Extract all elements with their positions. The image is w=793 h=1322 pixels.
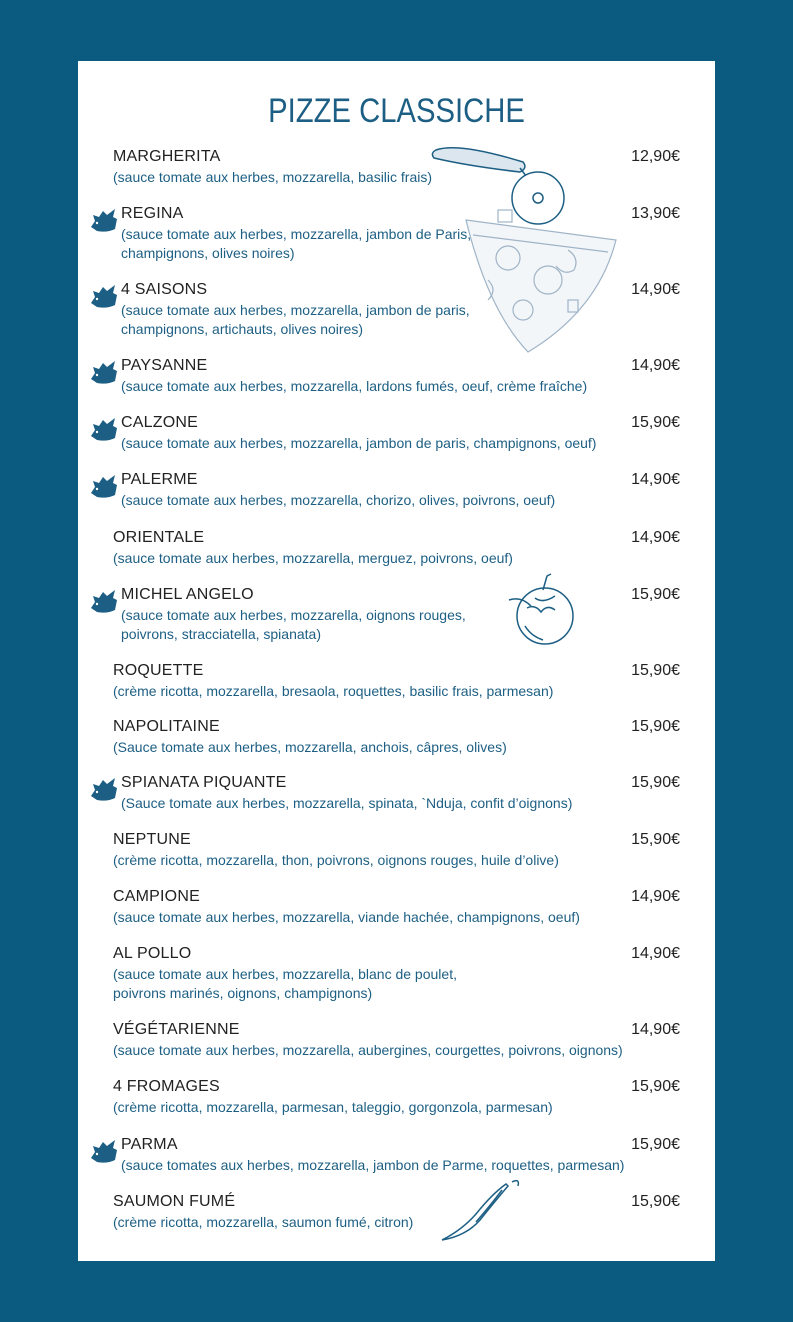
item-price: 15,90€: [631, 586, 680, 603]
item-price: 15,90€: [631, 414, 680, 431]
description-line: (sauce tomate aux herbes, mozzarella, jambon de paris,: [121, 302, 470, 318]
item-description: [121, 491, 555, 510]
item-name: PAYSANNE: [121, 357, 208, 374]
description-line: champignons, olives noires): [121, 245, 295, 261]
item-price: 15,90€: [631, 774, 680, 791]
boar-head-icon: [89, 359, 119, 385]
description-line: (sauce tomate aux herbes, mozzarella, chorizo, olives, poivrons, oeuf): [121, 492, 556, 508]
description-line: (sauce tomate aux herbes, mozzarella, basilic frais): [113, 169, 433, 185]
boar-head-icon: [89, 473, 119, 499]
description-line: (Sauce tomate aux herbes, mozzarella, spinata, `Nduja, confit d’oignons): [121, 795, 573, 811]
item-description: [113, 1041, 623, 1060]
item-name: ROQUETTE: [113, 662, 204, 679]
item-description: [121, 434, 596, 453]
item-price: 14,90€: [631, 945, 680, 962]
boar-head-icon: [89, 207, 119, 233]
item-name: CALZONE: [121, 414, 198, 431]
chili-pepper-illustration: [436, 1176, 522, 1246]
item-name: NEPTUNE: [113, 831, 191, 848]
description-line: (sauce tomate aux herbes, mozzarella, jambon de paris, champignons, oeuf): [121, 435, 597, 451]
item-name: SAUMON FUMÉ: [113, 1193, 236, 1210]
item-name: MICHEL ANGELO: [121, 586, 254, 603]
description-line: (Sauce tomate aux herbes, mozzarella, anchois, câpres, olives): [113, 739, 507, 755]
item-description: [113, 1213, 413, 1232]
tomato-illustration: [505, 570, 577, 648]
item-name: 4 SAISONS: [121, 281, 208, 298]
item-description: [113, 682, 553, 701]
item-price: 15,90€: [631, 831, 680, 848]
item-price: 12,90€: [631, 148, 680, 165]
item-price: 14,90€: [631, 281, 680, 298]
item-price: 14,90€: [631, 357, 680, 374]
description-line: (crème ricotta, mozzarella, parmesan, taleggio, gorgonzola, parmesan): [113, 1099, 553, 1115]
description-line: (sauce tomate aux herbes, mozzarella, aubergines, courgettes, poivrons, oignons): [113, 1042, 623, 1058]
description-line: (sauce tomate aux herbes, mozzarella, viande hachée, champignons, oeuf): [113, 909, 580, 925]
description-line: (sauce tomates aux herbes, mozzarella, jambon de Parme, roquettes, parmesan): [121, 1157, 625, 1173]
item-description: [121, 1156, 624, 1175]
item-name: VÉGÉTARIENNE: [113, 1021, 240, 1038]
item-description: [121, 377, 587, 396]
description-line: poivrons, stracciatella, spianata): [121, 626, 321, 642]
item-description: [121, 225, 471, 263]
item-name: SPIANATA PIQUANTE: [121, 774, 287, 791]
item-description: [113, 549, 513, 568]
item-price: 15,90€: [631, 662, 680, 679]
item-name: MARGHERITA: [113, 148, 221, 165]
item-price: 14,90€: [631, 529, 680, 546]
item-description: [113, 1098, 553, 1117]
item-name: PARMA: [121, 1136, 178, 1153]
item-price: 14,90€: [631, 1021, 680, 1038]
boar-head-icon: [89, 283, 119, 309]
boar-head-icon: [89, 776, 119, 802]
description-line: (crème ricotta, mozzarella, bresaola, roquettes, basilic frais, parmesan): [113, 683, 554, 699]
description-line: (sauce tomate aux herbes, mozzarella, merguez, poivrons, oeuf): [113, 550, 513, 566]
description-line: (sauce tomate aux herbes, mozzarella, blanc de poulet,: [113, 966, 457, 982]
description-line: (sauce tomate aux herbes, mozzarella, lardons fumés, oeuf, crème fraîche): [121, 378, 588, 394]
item-price: 15,90€: [631, 718, 680, 735]
item-name: AL POLLO: [113, 945, 192, 962]
item-description: [113, 168, 432, 187]
item-description: [113, 851, 559, 870]
item-name: REGINA: [121, 205, 184, 222]
item-name: 4 FROMAGES: [113, 1078, 220, 1095]
item-price: 15,90€: [631, 1193, 680, 1210]
item-price: 13,90€: [631, 205, 680, 222]
item-price: 14,90€: [631, 888, 680, 905]
description-line: (sauce tomate aux herbes, mozzarella, oignons rouges,: [121, 607, 466, 623]
description-line: poivrons marinés, oignons, champignons): [113, 985, 373, 1001]
item-description: [113, 738, 507, 757]
item-price: 14,90€: [631, 471, 680, 488]
boar-head-icon: [89, 1138, 119, 1164]
item-description: [113, 908, 580, 927]
item-name: PALERME: [121, 471, 198, 488]
description-line: (sauce tomate aux herbes, mozzarella, jambon de Paris,: [121, 226, 472, 242]
item-description: [121, 606, 466, 644]
boar-head-icon: [89, 588, 119, 614]
description-line: (crème ricotta, mozzarella, thon, poivrons, oignons rouges, huile d’olive): [113, 852, 559, 868]
item-description: [121, 794, 572, 813]
item-description: [113, 965, 457, 1003]
item-description: [121, 301, 470, 339]
item-name: NAPOLITAINE: [113, 718, 220, 735]
item-name: ORIENTALE: [113, 529, 205, 546]
item-name: CAMPIONE: [113, 888, 200, 905]
item-price: 15,90€: [631, 1078, 680, 1095]
boar-head-icon: [89, 416, 119, 442]
page-title: PIZZE CLASSICHE: [268, 92, 525, 130]
item-price: 15,90€: [631, 1136, 680, 1153]
description-line: (crème ricotta, mozzarella, saumon fumé, citron): [113, 1214, 414, 1230]
description-line: champignons, artichauts, olives noires): [121, 321, 364, 337]
